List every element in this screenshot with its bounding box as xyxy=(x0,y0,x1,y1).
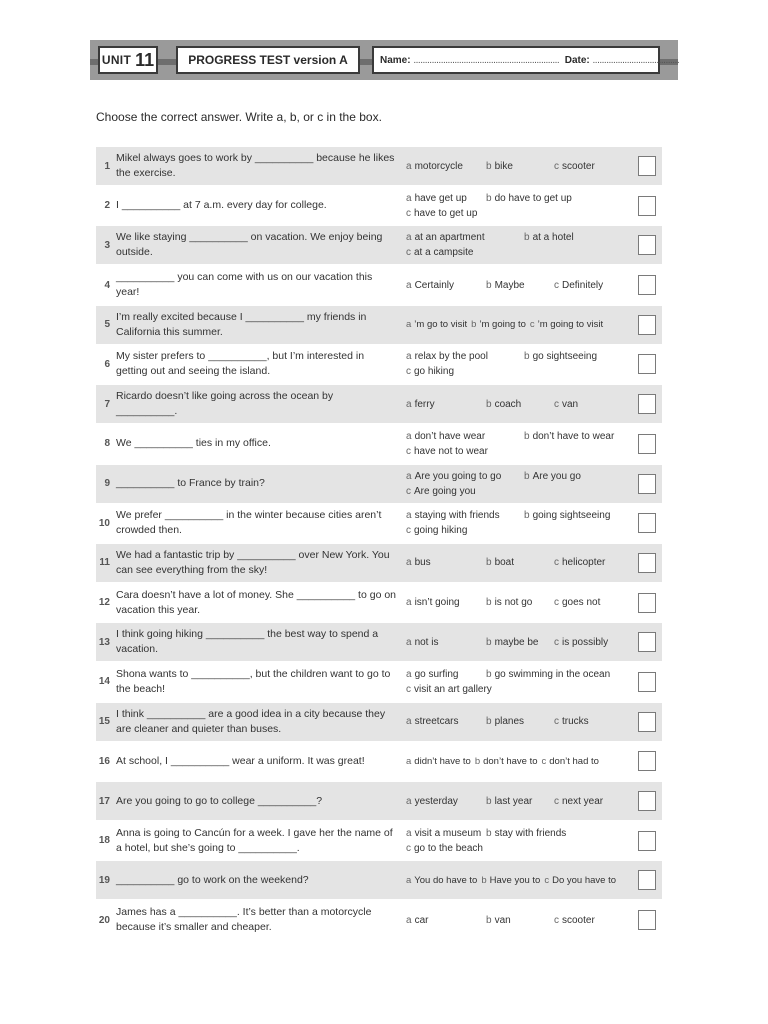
option-letter: b xyxy=(471,319,477,331)
question-number: 20 xyxy=(98,914,110,926)
option-text: bike xyxy=(494,160,513,172)
option-a xyxy=(406,873,477,888)
question-number: 6 xyxy=(104,358,110,370)
option-b xyxy=(486,595,532,610)
option-letter: c xyxy=(554,398,559,410)
option-a xyxy=(406,913,428,928)
option-letter: b xyxy=(486,914,492,926)
question-number: 5 xyxy=(104,319,110,331)
question-number: 7 xyxy=(104,398,110,410)
question-number: 11 xyxy=(99,557,110,569)
option-letter: a xyxy=(406,232,412,244)
answer-box[interactable] xyxy=(638,791,656,811)
date-field[interactable]: ...................................... xyxy=(592,54,680,66)
answer-options xyxy=(406,544,638,582)
option-text: ’m go to visit xyxy=(414,319,468,331)
question-number: 16 xyxy=(98,755,110,767)
option-c xyxy=(554,913,595,928)
answer-options xyxy=(406,623,638,661)
answer-box[interactable] xyxy=(638,751,656,771)
option-letter: b xyxy=(524,470,530,482)
question-text: __________ to France by train? xyxy=(116,477,265,489)
question-number: 12 xyxy=(98,597,110,609)
option-a xyxy=(406,191,467,206)
question-row xyxy=(96,663,662,701)
option-letter: c xyxy=(406,207,411,219)
option-text: Have you to xyxy=(489,874,541,886)
option-text: don’t have to xyxy=(483,755,538,767)
option-a xyxy=(406,555,431,570)
option-letter: b xyxy=(524,351,530,363)
option-letter: a xyxy=(406,874,412,886)
question-row xyxy=(96,742,662,780)
question-text: Cara doesn’t have a lot of money. She __________ to go on vacation this year. xyxy=(116,588,397,616)
option-text: have to get up xyxy=(414,207,478,219)
option-c xyxy=(554,159,595,174)
answer-box[interactable] xyxy=(638,553,656,573)
date-label: Date: xyxy=(564,54,590,66)
option-a xyxy=(406,826,481,841)
option-letter: b xyxy=(486,636,492,648)
question-row xyxy=(96,266,662,304)
option-letter: b xyxy=(486,279,492,291)
option-letter: c xyxy=(406,525,411,537)
option-text: is not go xyxy=(494,597,533,609)
answer-box[interactable] xyxy=(638,196,656,216)
option-a xyxy=(406,794,458,809)
option-letter: c xyxy=(406,247,411,259)
option-a xyxy=(406,349,488,364)
option-text: next year xyxy=(562,795,604,807)
option-b xyxy=(486,397,521,412)
question-text: My sister prefers to __________, but I’m interested in getting out and seeing the island. xyxy=(116,350,365,378)
option-letter: c xyxy=(541,755,547,767)
option-letter: c xyxy=(406,445,411,457)
option-letter: a xyxy=(406,557,412,569)
option-text: Do you have to xyxy=(552,874,616,886)
question-row xyxy=(96,147,662,185)
option-a xyxy=(406,667,458,682)
option-letter: b xyxy=(524,430,530,442)
option-b xyxy=(486,191,572,206)
answer-options xyxy=(406,425,638,463)
option-letter: c xyxy=(406,366,411,378)
option-letter: a xyxy=(406,351,412,363)
option-a xyxy=(406,714,458,729)
name-label: Name: xyxy=(380,54,411,66)
header-bar xyxy=(90,40,678,80)
option-letter: a xyxy=(406,668,412,680)
question-text: Mikel always goes to work by __________ because he likes the exercise. xyxy=(116,152,395,179)
option-text: don’t had to xyxy=(549,755,599,767)
option-text: have not to wear xyxy=(414,445,488,457)
option-text: last year xyxy=(494,795,533,807)
option-letter: c xyxy=(406,485,411,497)
question-row xyxy=(96,226,662,264)
option-letter: c xyxy=(554,914,559,926)
question-row xyxy=(96,544,662,582)
option-b xyxy=(524,230,574,245)
option-text: Are you go xyxy=(532,470,581,482)
option-text: ’m going to xyxy=(479,319,526,331)
option-text: going hiking xyxy=(414,525,468,537)
option-letter: a xyxy=(406,795,412,807)
answer-options xyxy=(406,782,638,820)
answer-options xyxy=(406,266,638,304)
name-date-box xyxy=(372,46,680,74)
question-number: 4 xyxy=(104,279,110,291)
option-letter: b xyxy=(486,192,492,204)
option-b xyxy=(524,469,581,484)
option-text: go hiking xyxy=(414,366,455,378)
option-b xyxy=(475,754,538,769)
option-letter: a xyxy=(406,827,412,839)
option-letter: b xyxy=(486,557,492,569)
option-a xyxy=(406,469,501,484)
option-text: Definitely xyxy=(562,279,604,291)
option-b xyxy=(524,429,614,444)
option-text: not is xyxy=(414,636,439,648)
option-text: ferry xyxy=(414,398,435,410)
option-text: at an apartment xyxy=(414,232,485,244)
option-b xyxy=(486,667,610,682)
option-letter: c xyxy=(529,319,535,331)
question-text: At school, I __________ wear a uniform. It was great! xyxy=(116,754,365,767)
option-letter: c xyxy=(406,683,411,695)
answer-box[interactable] xyxy=(638,474,656,494)
option-text: ’m going to visit xyxy=(537,319,604,331)
question-text: We __________ ties in my office. xyxy=(116,437,271,450)
option-letter: a xyxy=(406,716,412,728)
question-row xyxy=(96,623,662,661)
option-letter: a xyxy=(406,510,412,522)
option-a xyxy=(406,508,500,523)
option-a xyxy=(406,429,485,444)
option-letter: c xyxy=(554,279,559,291)
option-text: go sightseeing xyxy=(532,351,598,363)
option-c xyxy=(406,486,476,497)
answer-box[interactable] xyxy=(638,354,656,374)
question-row xyxy=(96,425,662,463)
unit-word: UNIT xyxy=(101,53,132,67)
question-number: 1 xyxy=(104,160,110,172)
answer-options xyxy=(406,663,638,701)
answer-options xyxy=(406,306,638,344)
option-c xyxy=(406,247,473,258)
option-text: van xyxy=(494,914,511,926)
option-letter: a xyxy=(406,430,412,442)
option-a xyxy=(406,635,438,650)
answer-box[interactable] xyxy=(638,235,656,255)
option-b xyxy=(486,278,525,293)
option-letter: b xyxy=(486,398,492,410)
option-text: coach xyxy=(494,398,522,410)
question-number: 18 xyxy=(98,835,110,847)
answer-box[interactable] xyxy=(638,394,656,414)
question-text: I’m really excited because I __________ my friends in California this summer. xyxy=(116,310,367,338)
option-c xyxy=(406,366,454,377)
option-letter: a xyxy=(406,470,412,482)
option-c xyxy=(554,714,589,729)
option-letter: c xyxy=(554,716,559,728)
option-text: do have to get up xyxy=(494,192,572,204)
option-a xyxy=(406,397,435,412)
question-text: I think __________ are a good idea in a city because they are cleaner and quieter than buses. xyxy=(116,707,386,735)
option-text: isn’t going xyxy=(414,597,460,609)
option-text: at a campsite xyxy=(414,247,474,259)
answer-options xyxy=(406,147,638,185)
option-text: Maybe xyxy=(494,279,525,291)
option-letter: b xyxy=(486,795,492,807)
option-letter: a xyxy=(406,636,412,648)
unit-badge xyxy=(98,46,158,74)
option-text: go surfing xyxy=(414,668,459,680)
answer-box[interactable] xyxy=(638,831,656,851)
question-number: 17 xyxy=(98,795,110,807)
answer-options xyxy=(406,345,638,383)
question-row xyxy=(96,465,662,503)
instructions: Choose the correct answer. Write a, b, or c in the box. xyxy=(96,110,382,124)
option-a xyxy=(406,595,460,610)
option-letter: b xyxy=(486,716,492,728)
answer-box[interactable] xyxy=(638,593,656,613)
option-b xyxy=(486,913,511,928)
question-number: 2 xyxy=(104,200,110,212)
answer-box[interactable] xyxy=(638,275,656,295)
option-text: You do have to xyxy=(414,874,478,886)
option-text: go to the beach xyxy=(414,842,483,854)
option-text: maybe be xyxy=(494,636,539,648)
option-text: scooter xyxy=(562,914,595,926)
option-text: visit an art gallery xyxy=(414,683,492,695)
answer-box[interactable] xyxy=(638,712,656,732)
option-letter: b xyxy=(474,755,481,767)
question-number: 19 xyxy=(98,874,110,886)
option-b xyxy=(481,873,540,888)
question-row xyxy=(96,901,662,939)
option-letter: a xyxy=(406,279,412,291)
answer-box[interactable] xyxy=(638,672,656,692)
option-letter: c xyxy=(554,557,559,569)
option-text: go swimming in the ocean xyxy=(494,668,611,680)
option-text: going sightseeing xyxy=(532,510,611,522)
option-a xyxy=(406,317,467,332)
option-a xyxy=(406,278,454,293)
option-letter: a xyxy=(406,319,412,331)
question-text: Shona wants to __________, but the children want to go to the beach! xyxy=(116,667,391,695)
option-letter: b xyxy=(481,874,487,886)
question-number: 8 xyxy=(104,438,110,450)
answer-box[interactable] xyxy=(638,632,656,652)
answer-options xyxy=(406,226,638,264)
option-letter: b xyxy=(486,597,492,609)
question-text: Ricardo doesn’t like going across the ocean by __________. xyxy=(116,390,334,418)
option-text: visit a museum xyxy=(414,827,482,839)
question-list xyxy=(96,147,662,941)
option-text: don’t have to wear xyxy=(532,430,615,442)
question-text: I think going hiking __________ the best way to spend a vacation. xyxy=(116,628,379,656)
option-letter: a xyxy=(406,597,412,609)
answer-options xyxy=(406,385,638,423)
option-c xyxy=(554,635,608,650)
question-text: James has a __________. It’s better than a motorcycle because it’s smaller and cheaper. xyxy=(116,906,372,934)
option-c xyxy=(554,397,578,412)
option-text: stay with friends xyxy=(494,827,567,839)
question-row xyxy=(96,584,662,622)
question-number: 9 xyxy=(104,478,110,489)
option-b xyxy=(524,349,597,364)
answer-box[interactable] xyxy=(638,513,656,533)
answer-options xyxy=(406,504,638,542)
option-c xyxy=(554,595,600,610)
unit-number: 11 xyxy=(135,49,155,70)
option-text: planes xyxy=(494,716,525,728)
option-text: didn’t have to xyxy=(414,755,471,767)
question-row xyxy=(96,504,662,542)
question-text: We prefer __________ in the winter because cities aren’t crowded then. xyxy=(116,509,382,537)
question-text: I __________ at 7 a.m. every day for college. xyxy=(116,199,327,212)
option-text: goes not xyxy=(562,597,601,609)
option-c xyxy=(406,446,488,457)
name-field[interactable]: ................................................................ xyxy=(413,54,560,66)
option-letter: c xyxy=(544,874,550,886)
option-c xyxy=(554,794,603,809)
question-row xyxy=(96,861,662,899)
option-text: helicopter xyxy=(562,557,606,569)
question-row xyxy=(96,187,662,225)
question-row xyxy=(96,385,662,423)
option-letter: c xyxy=(554,160,559,172)
option-b xyxy=(486,635,538,650)
option-letter: b xyxy=(486,160,492,172)
option-a xyxy=(406,159,463,174)
option-c xyxy=(406,208,477,219)
answer-options xyxy=(406,901,638,939)
option-b xyxy=(524,508,610,523)
option-b xyxy=(486,826,566,841)
option-text: car xyxy=(414,914,429,926)
answer-box[interactable] xyxy=(638,870,656,890)
test-title xyxy=(176,46,360,74)
option-b xyxy=(486,555,514,570)
option-letter: c xyxy=(554,795,559,807)
option-letter: b xyxy=(486,827,492,839)
question-row xyxy=(96,822,662,860)
option-letter: a xyxy=(406,398,412,410)
option-text: is possibly xyxy=(562,636,609,648)
option-text: staying with friends xyxy=(414,510,500,522)
question-text: We like staying __________ on vacation. We enjoy being outside. xyxy=(116,231,383,259)
question-row xyxy=(96,782,662,820)
option-c xyxy=(530,317,603,332)
option-letter: b xyxy=(486,668,492,680)
answer-box[interactable] xyxy=(638,156,656,176)
answer-box[interactable] xyxy=(638,434,656,454)
option-letter: a xyxy=(406,192,412,204)
question-number: 14 xyxy=(98,676,110,688)
option-a xyxy=(406,754,471,769)
option-c xyxy=(554,278,603,293)
option-text: have get up xyxy=(414,192,467,204)
answer-options xyxy=(406,584,638,622)
option-text: Are you going to go xyxy=(414,470,502,482)
question-text: We had a fantastic trip by __________ over New York. You can see everything from the sky! xyxy=(116,548,390,576)
answer-options xyxy=(406,861,638,899)
option-letter: c xyxy=(554,597,559,609)
question-row xyxy=(96,345,662,383)
option-text: Are going you xyxy=(414,485,476,497)
option-b xyxy=(486,159,513,174)
option-c xyxy=(406,843,483,854)
option-b xyxy=(486,714,524,729)
option-letter: a xyxy=(406,755,412,767)
question-text: __________ go to work on the weekend? xyxy=(116,873,309,886)
option-letter: c xyxy=(554,636,559,648)
option-text: at a hotel xyxy=(532,232,574,244)
answer-options xyxy=(406,465,638,503)
option-text: relax by the pool xyxy=(414,351,488,363)
answer-options xyxy=(406,703,638,741)
option-text: trucks xyxy=(562,716,589,728)
question-row xyxy=(96,306,662,344)
answer-options xyxy=(406,742,638,780)
option-b xyxy=(486,794,532,809)
option-text: bus xyxy=(414,557,431,569)
option-text: motorcycle xyxy=(414,160,463,172)
option-c xyxy=(544,873,616,888)
answer-options xyxy=(406,187,638,225)
option-text: scooter xyxy=(562,160,595,172)
option-text: don’t have wear xyxy=(414,430,486,442)
option-text: van xyxy=(562,398,579,410)
option-letter: c xyxy=(406,842,411,854)
answer-box[interactable] xyxy=(638,910,656,930)
answer-options xyxy=(406,822,638,860)
question-row xyxy=(96,703,662,741)
option-letter: a xyxy=(406,914,412,926)
question-number: 15 xyxy=(98,716,110,728)
option-c xyxy=(542,754,599,769)
option-letter: a xyxy=(406,160,412,172)
option-text: boat xyxy=(494,557,515,569)
option-c xyxy=(406,525,467,536)
option-text: Certainly xyxy=(414,279,455,291)
option-text: streetcars xyxy=(414,716,459,728)
question-text: __________ you can come with us on our vacation this year! xyxy=(116,271,373,299)
test-title-text: PROGRESS TEST version A xyxy=(188,53,348,67)
option-b xyxy=(471,317,526,332)
option-text: yesterday xyxy=(414,795,458,807)
question-text: Are you going to go to college __________? xyxy=(116,794,323,807)
option-a xyxy=(406,230,485,245)
question-text: Anna is going to Cancún for a week. I gave her the name of a hotel, but she’s going to __________. xyxy=(116,826,393,854)
question-number: 10 xyxy=(98,517,110,529)
option-c xyxy=(406,684,492,695)
answer-box[interactable] xyxy=(638,315,656,335)
question-number: 13 xyxy=(98,636,110,648)
question-number: 3 xyxy=(104,239,110,251)
option-letter: b xyxy=(524,232,530,244)
option-letter: b xyxy=(524,510,530,522)
option-c xyxy=(554,555,605,570)
